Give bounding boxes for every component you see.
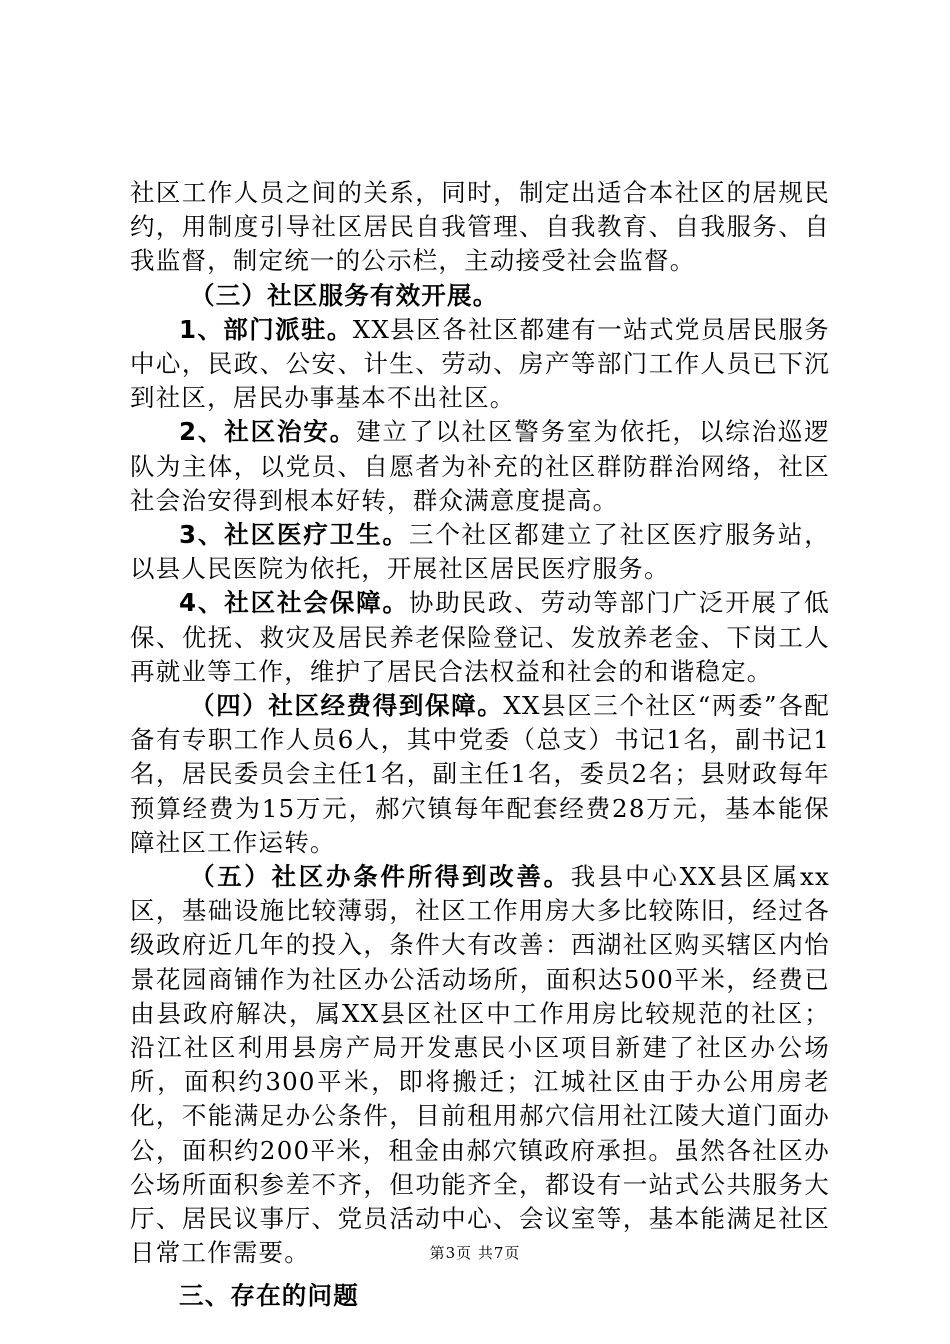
item-body: 协助民政、劳动等部门广泛开展了低保、优抚、救灾及居民养老保险登记、发放养老金、下岗工人再就业等工作，维护了居民合法权益和社会的和谐稳定。 [130, 588, 830, 686]
section-body: XX县区三个社区“两委”各配备有专职工作人员6人，其中党委（总支）书记1名，副书记1名，居民委员会主任1名，副主任1名，委员2名；县财政每年预算经费为15万元，郝穴镇每年配套经费28万元，基本能保障社区工作运转。 [130, 691, 831, 857]
page-footer [0, 1242, 950, 1263]
section-title: （四）社区经费得到保障。 [190, 691, 504, 721]
paragraph-item-3 [130, 518, 830, 586]
paragraph-section-4 [130, 689, 830, 860]
item-body: XX县区各社区都建有一站式党员居民服务中心，民政、公安、计生、劳动、房产等部门工作人员已下沉到社区，居民办事基本不出社区。 [130, 314, 830, 413]
page-number: 第3页 [429, 1244, 473, 1262]
item-body: 三个社区都建立了社区医疗服务站，以县人民医院为依托，开展社区居民医疗服务。 [130, 520, 830, 584]
section-title: （五）社区办条件所得到改善。 [190, 862, 571, 892]
paragraph-item-1 [130, 313, 830, 416]
paragraph-item-2 [130, 415, 830, 518]
item-title: 1、部门派驻。 [179, 314, 353, 344]
paragraph-item-4 [130, 586, 830, 689]
item-title: 3、社区医疗卫生。 [179, 520, 409, 550]
section-body: 我县中心XX县区属xx区，基础设施比较薄弱，社区工作用房大多比较陈旧，经过各级政府近几年的投入，条件大有改善：西湖社区购买辖区内怡景花园商铺作为社区办公活动场所，面积达500平米，经费已由县政府解决，属XX县区社区中工作用房比较规范的社区；沿江社区利用县房产局开发惠民小区项目新建了社区办公场所，面积约300平米，即将搬迁；江城社区由于办公用房老化，不能满足办公条件，目前租用郝穴信用社江陵大道门面办公，面积约200平米，租金由郝穴镇政府承担。虽然各社区办公场所面积参差不齐，但功能齐全，都设有一站式公共服务大厅、居民议事厅、党员活动中心、会议室等，基本能满足社区日常工作需要。 [130, 862, 830, 1268]
section-heading-3: （三）社区服务有效开展。 [190, 280, 499, 310]
page-total: 共7页 [477, 1244, 521, 1262]
document-body [130, 176, 830, 1313]
item-title: 4、社区社会保障。 [179, 588, 409, 618]
paragraph: 社区工作人员之间的关系，同时，制定出适合本社区的居规民约，用制度引导社区居民自我管理、自我教育、自我服务、自我监督，制定统一的公示栏，主动接受社会监督。 [130, 178, 830, 276]
heading-problems: 三、存在的问题 [179, 1280, 359, 1310]
paragraph-section-5 [130, 860, 830, 1270]
item-title: 2、社区治安。 [179, 417, 357, 447]
item-body: 建立了以社区警务室为依托，以综治巡逻队为主体，以党员、自愿者为补充的社区群防群治网络，社区社会治安得到根本好转，群众满意度提高。 [130, 417, 830, 515]
